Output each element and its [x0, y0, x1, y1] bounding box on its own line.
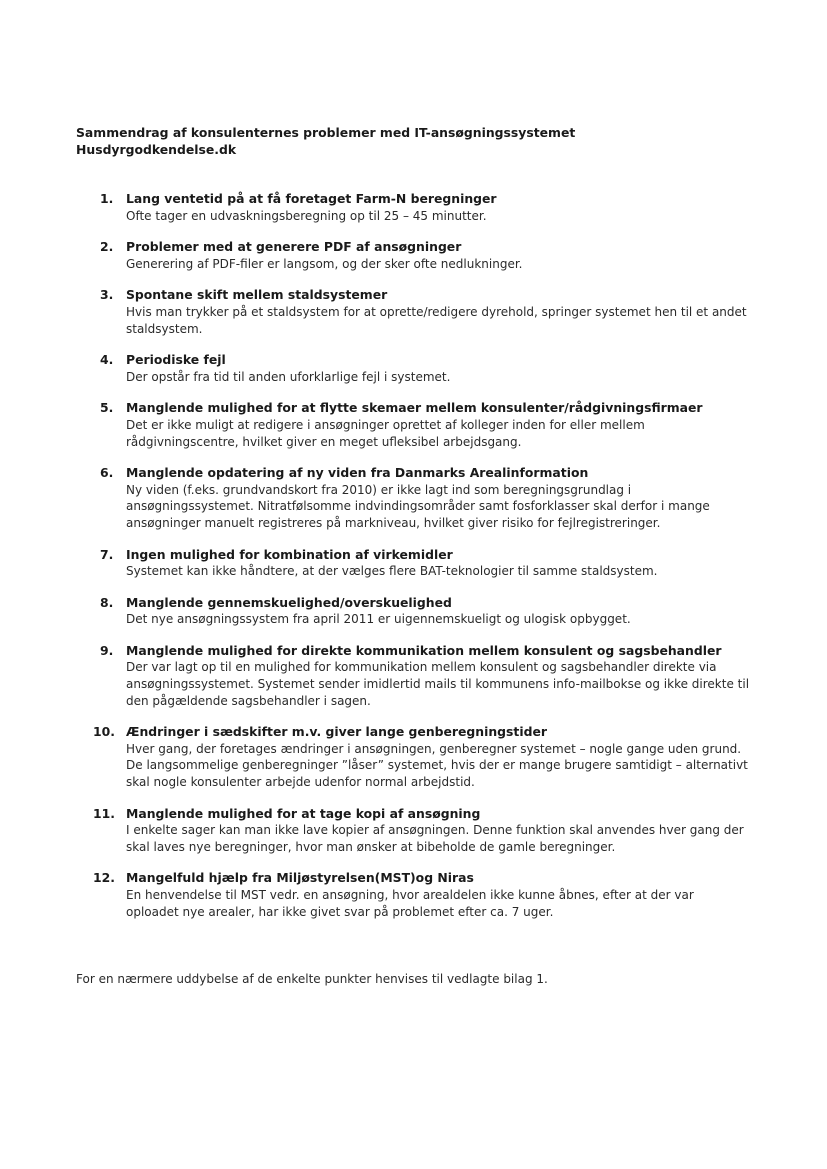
item-heading: Ingen mulighed for kombination af virkemidler: [126, 546, 453, 562]
list-item: [100, 239, 760, 272]
list-item: [93, 724, 760, 790]
item-text: Generering af PDF-filer er langsom, og der sker ofte nedlukninger.: [126, 256, 523, 271]
title-line-1: Sammendrag af konsulenternes problemer med IT-ansøgningssystemet: [76, 125, 576, 140]
item-number: 7.: [100, 546, 114, 562]
title-line-2: Husdyrgodkendelse.dk: [76, 142, 237, 157]
item-number: 4.: [100, 352, 114, 368]
item-text: Der opstår fra tid til anden uforklarlige fejl i systemet.: [126, 369, 451, 384]
item-heading: Manglende mulighed for direkte kommunikation mellem konsulent og sagsbehandler: [126, 642, 722, 658]
item-number: 10.: [93, 724, 115, 740]
item-text: Hver gang, der foretages ændringer i ansøgningen, genberegner systemet – nogle gange uden grund. De langsommelige genberegninger ”låser” systemet, hvis der er mange brugere samtidigt – alternativt skal nogle konsulenter arbejde udenfor normal arbejdstid.: [126, 741, 748, 790]
item-number: 1.: [100, 191, 114, 206]
item-text: Hvis man trykker på et staldsystem for at oprette/redigere dyrehold, springer systemet hen til et andet staldsystem.: [126, 304, 747, 336]
list-item: [100, 400, 760, 450]
list-item: [100, 287, 760, 337]
item-heading: Lang ventetid på at få foretaget Farm-N beregninger: [126, 191, 497, 206]
item-text: Ny viden (f.eks. grundvandskort fra 2010) er ikke lagt ind som beregningsgrundlag i ansøgningssystemet. Nitratfølsomme indvindingsområder samt fosforklasser skal derfor i mange ansøgninger manuelt registreres på markniveau, hvilket giver risiko for fejlregistreringer.: [126, 482, 710, 530]
item-heading: Mangelfuld hjælp fra Miljøstyrelsen(MST)og Niras: [126, 870, 474, 886]
item-text: Der var lagt op til en mulighed for kommunikation mellem konsulent og sagsbehandler direkte via ansøgningssystemet. Systemet sender imidlertid mails til kommunens info-mailbokse og ikke direkte til den pågældende sagsbehandler i sagen.: [126, 660, 750, 708]
item-heading: Problemer med at generere PDF af ansøgninger: [126, 239, 462, 255]
problem-list: [93, 191, 760, 935]
item-number: 12.: [93, 870, 115, 886]
list-item: [100, 191, 760, 224]
item-number: 5.: [100, 400, 114, 416]
list-item: [100, 643, 760, 709]
list-item: [100, 547, 760, 580]
list-item: [100, 465, 760, 531]
list-item: [100, 595, 760, 628]
item-number: 2.: [100, 239, 114, 255]
item-number: 3.: [100, 287, 114, 303]
item-heading: Periodiske fejl: [126, 352, 226, 368]
item-number: 11.: [93, 805, 115, 821]
list-item: [93, 805, 760, 856]
item-heading: Ændringer i sædskifter m.v. giver lange genberegningstider: [126, 724, 547, 740]
footer-note: For en nærmere uddybelse af de enkelte punkter henvises til vedlagte bilag 1.: [76, 972, 548, 986]
item-text: I enkelte sager kan man ikke lave kopier af ansøgningen. Denne funktion skal anvendes hver gang der skal laves nye beregninger, hvor man ønsker at bibeholde de gamle beregninger.: [126, 823, 744, 854]
item-heading: Manglende mulighed for at flytte skemaer mellem konsulenter/rådgivningsfirmaer: [126, 400, 703, 416]
item-number: 9.: [100, 642, 114, 658]
item-heading: Manglende mulighed for at tage kopi af ansøgning: [126, 805, 481, 821]
list-item: [93, 870, 760, 920]
item-heading: Spontane skift mellem staldsystemer: [126, 287, 388, 303]
item-text: En henvendelse til MST vedr. en ansøgning, hvor arealdelen ikke kunne åbnes, efter at der var oploadet nye arealer, har ikke givet svar på problemet efter ca. 7 uger.: [126, 888, 694, 919]
item-text: Systemet kan ikke håndtere, at der vælges flere BAT-teknologier til samme staldsystem.: [126, 564, 658, 579]
item-heading: Manglende opdatering af ny viden fra Danmarks Arealinformation: [126, 465, 589, 481]
item-heading: Manglende gennemskuelighed/overskuelighed: [126, 594, 452, 610]
item-number: 8.: [100, 594, 114, 610]
item-number: 6.: [100, 465, 114, 481]
item-text: Det nye ansøgningssystem fra april 2011 er uigennemskueligt og ulogisk opbygget.: [126, 612, 631, 627]
document-title: [76, 124, 776, 158]
item-text: Ofte tager en udvaskningsberegning op til 25 – 45 minutter.: [126, 208, 487, 223]
list-item: [100, 352, 760, 385]
item-text: Det er ikke muligt at redigere i ansøgninger oprettet af kolleger inden for eller mellem rådgivningscentre, hvilket giver en meget ufleksibel arbejdsgang.: [126, 417, 645, 449]
